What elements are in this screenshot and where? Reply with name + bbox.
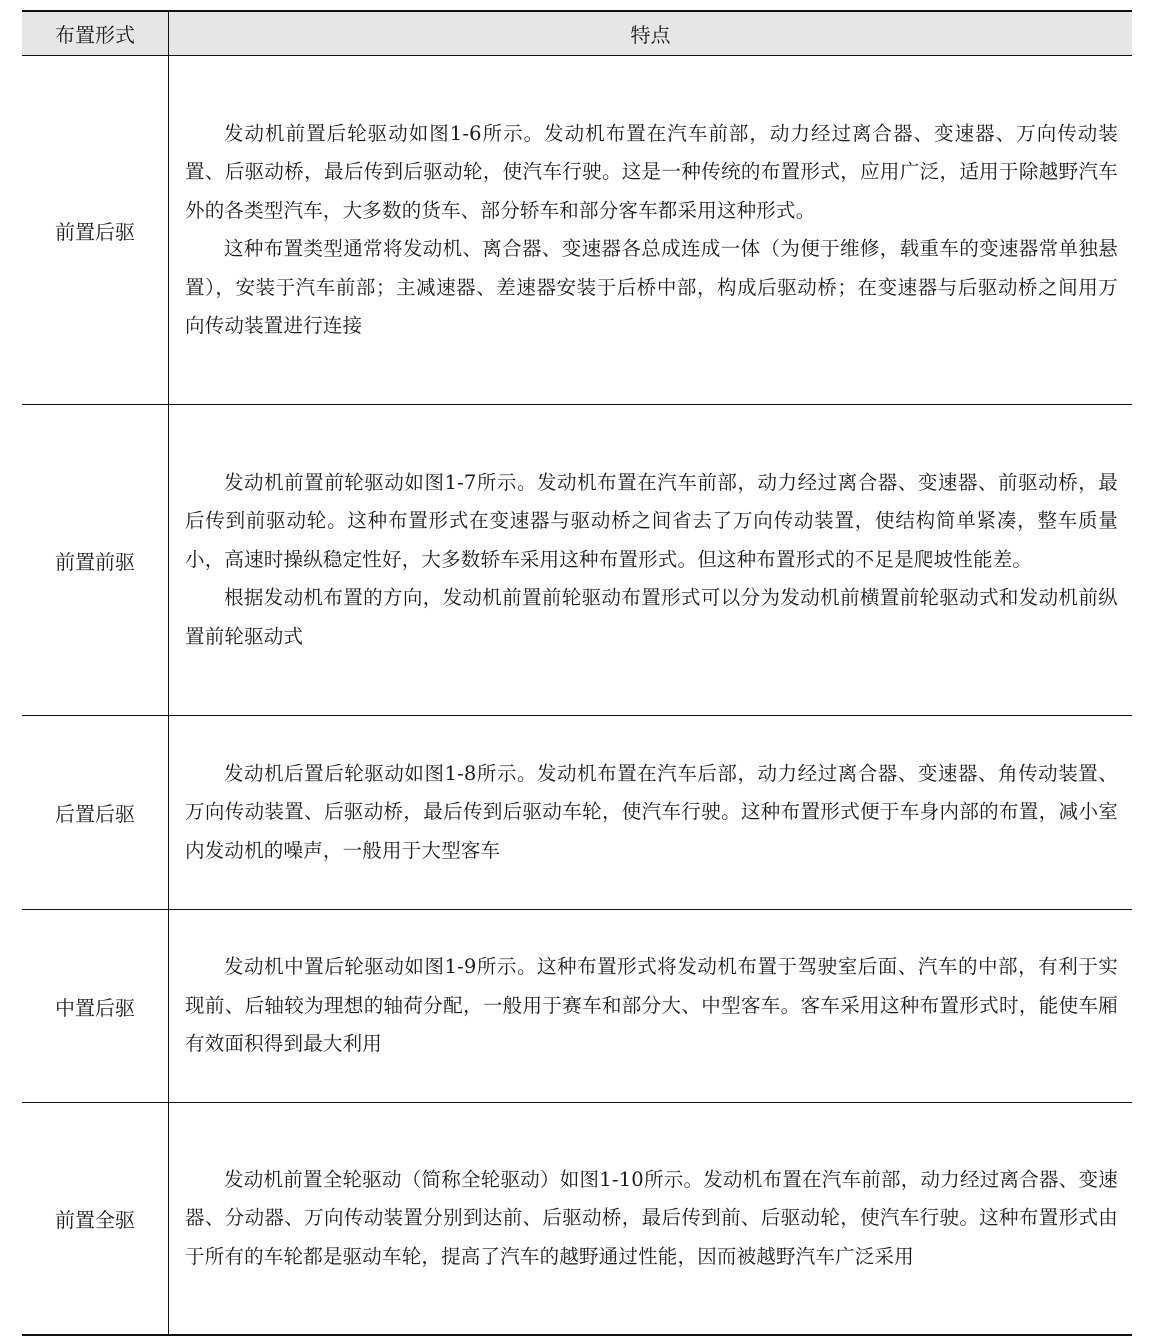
row-type-label: 中置后驱 bbox=[22, 910, 169, 1103]
row-type-label: 前置前驱 bbox=[22, 405, 169, 716]
feature-paragraph: 发动机中置后轮驱动如图1-9所示。这种布置形式将发动机布置于驾驶室后面、汽车的中部，有利于实现前、后轴较为理想的轴荷分配，一般用于赛车和部分大、中型客车。客车采用这种布置形式时，能使车厢有效面积得到最大利用 bbox=[185, 955, 1118, 1056]
feature-paragraph: 根据发动机布置的方向，发动机前置前轮驱动布置形式可以分为发动机前横置前轮驱动式和发动机前纵置前轮驱动式 bbox=[185, 586, 1118, 648]
feature-paragraph: 发动机前置前轮驱动如图1-7所示。发动机布置在汽车前部，动力经过离合器、变速器、前驱动桥，最后传到前驱动轮。这种布置形式在变速器与驱动桥之间省去了万向传动装置，使结构简单紧凑，整车质量小，高速时操纵稳定性好，大多数轿车采用这种布置形式。但这种布置形式的不足是爬坡性能差。 bbox=[185, 470, 1118, 571]
header-features: 特点 bbox=[169, 11, 1133, 56]
feature-paragraph: 发动机前置后轮驱动如图1-6所示。发动机布置在汽车前部，动力经过离合器、变速器、万向传动装置、后驱动桥，最后传到后驱动轮，使汽车行驶。这是一种传统的布置形式，应用广泛，适用于除越野汽车外的各类型汽车，大多数的货车、部分轿车和部分客车都采用这种形式。 bbox=[185, 121, 1118, 222]
feature-paragraph: 发动机前置全轮驱动（简称全轮驱动）如图1-10所示。发动机布置在汽车前部，动力经过离合器、变速器、分动器、万向传动装置分别到达前、后驱动桥，最后传到前、后驱动轮，使汽车行驶。这种布置形式由于所有的车轮都是驱动车轮，提高了汽车的越野通过性能，因而被越野汽车广泛采用 bbox=[185, 1167, 1118, 1268]
drivetrain-layout-table bbox=[22, 10, 1132, 1336]
feature-paragraph: 发动机后置后轮驱动如图1-8所示。发动机布置在汽车后部，动力经过离合器、变速器、角传动装置、万向传动装置、后驱动桥，最后传到后驱动车轮，使汽车行驶。这种布置形式便于车身内部的布置，减小室内发动机的噪声，一般用于大型客车 bbox=[185, 761, 1118, 862]
row-features-cell bbox=[169, 1103, 1133, 1336]
table-row bbox=[22, 716, 1132, 910]
header-layout-type: 布置形式 bbox=[22, 11, 169, 56]
table-row bbox=[22, 910, 1132, 1103]
row-type-label: 后置后驱 bbox=[22, 716, 169, 910]
row-type-label: 前置后驱 bbox=[22, 56, 169, 405]
row-features-cell bbox=[169, 910, 1133, 1103]
feature-paragraph: 这种布置类型通常将发动机、离合器、变速器各总成连成一体（为便于维修，载重车的变速器常单独悬置），安装于汽车前部；主减速器、差速器安装于后桥中部，构成后驱动桥；在变速器与后驱动桥之间用万向传动装置进行连接 bbox=[185, 237, 1118, 337]
table-row bbox=[22, 56, 1132, 405]
row-features-cell bbox=[169, 56, 1133, 405]
table-row bbox=[22, 1103, 1132, 1336]
table-header-row bbox=[22, 11, 1132, 56]
row-features-cell bbox=[169, 716, 1133, 910]
row-type-label: 前置全驱 bbox=[22, 1103, 169, 1336]
table-row bbox=[22, 405, 1132, 716]
row-features-cell bbox=[169, 405, 1133, 716]
